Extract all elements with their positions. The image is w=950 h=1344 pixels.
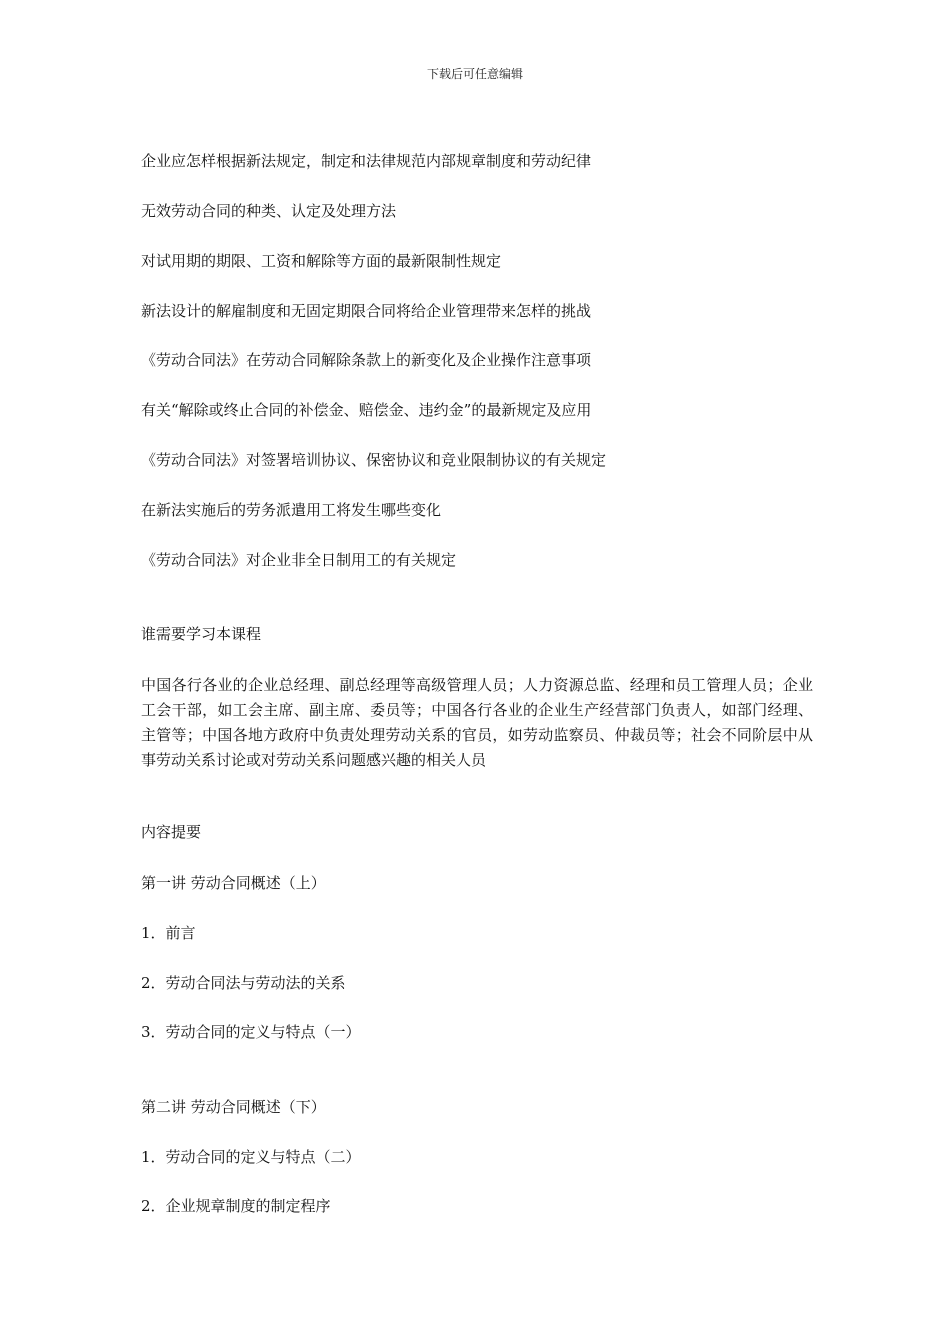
topic-item: 有关“解除或终止合同的补偿金、赔偿金、违约金”的最新规定及应用 (141, 401, 592, 419)
lecture-2-item: 1．劳动合同的定义与特点（二） (141, 1148, 361, 1166)
lecture-1-item: 2．劳动合同法与劳动法的关系 (141, 974, 346, 992)
page-header: 下载后可任意编辑 (426, 67, 523, 81)
lecture-1-item: 1．前言 (141, 924, 196, 942)
topic-item: 《劳动合同法》在劳动合同解除条款上的新变化及企业操作注意事项 (141, 351, 592, 369)
topic-item: 《劳动合同法》对企业非全日制用工的有关规定 (141, 551, 457, 569)
topic-item: 新法设计的解雇制度和无固定期限合同将给企业管理带来怎样的挑战 (141, 302, 592, 320)
topic-item: 无效劳动合同的种类、认定及处理方法 (141, 202, 397, 220)
topic-item: 在新法实施后的劳务派遣用工将发生哪些变化 (141, 501, 442, 519)
outline-heading: 内容提要 (141, 823, 202, 841)
lecture-1-item: 3．劳动合同的定义与特点（一） (141, 1023, 361, 1041)
topic-item: 《劳动合同法》对签署培训协议、保密协议和竞业限制协议的有关规定 (141, 451, 607, 469)
audience-text: 中国各行各业的企业总经理、副总经理等高级管理人员；人力资源总监、经理和员工管理人员；企业工会干部，如工会主席、副主席、委员等；中国各行各业的企业生产经营部门负责人，如部门经理、主管等；中国各地方政府中负责处理劳动关系的官员，如劳动监察员、仲裁员等；社会不同阶层中从事劳动关系讨论或对劳动关系问题感兴趣的相关人员 (141, 676, 813, 769)
topic-item: 对试用期的期限、工资和解除等方面的最新限制性规定 (141, 252, 502, 270)
lecture-2-item: 2．企业规章制度的制定程序 (141, 1197, 331, 1215)
lecture-1-title: 第一讲 劳动合同概述（上） (141, 874, 326, 892)
lecture-2-title: 第二讲 劳动合同概述（下） (141, 1098, 326, 1116)
audience-heading: 谁需要学习本课程 (141, 625, 262, 643)
topic-item: 企业应怎样根据新法规定，制定和法律规范内部规章制度和劳动纪律 (141, 152, 592, 170)
